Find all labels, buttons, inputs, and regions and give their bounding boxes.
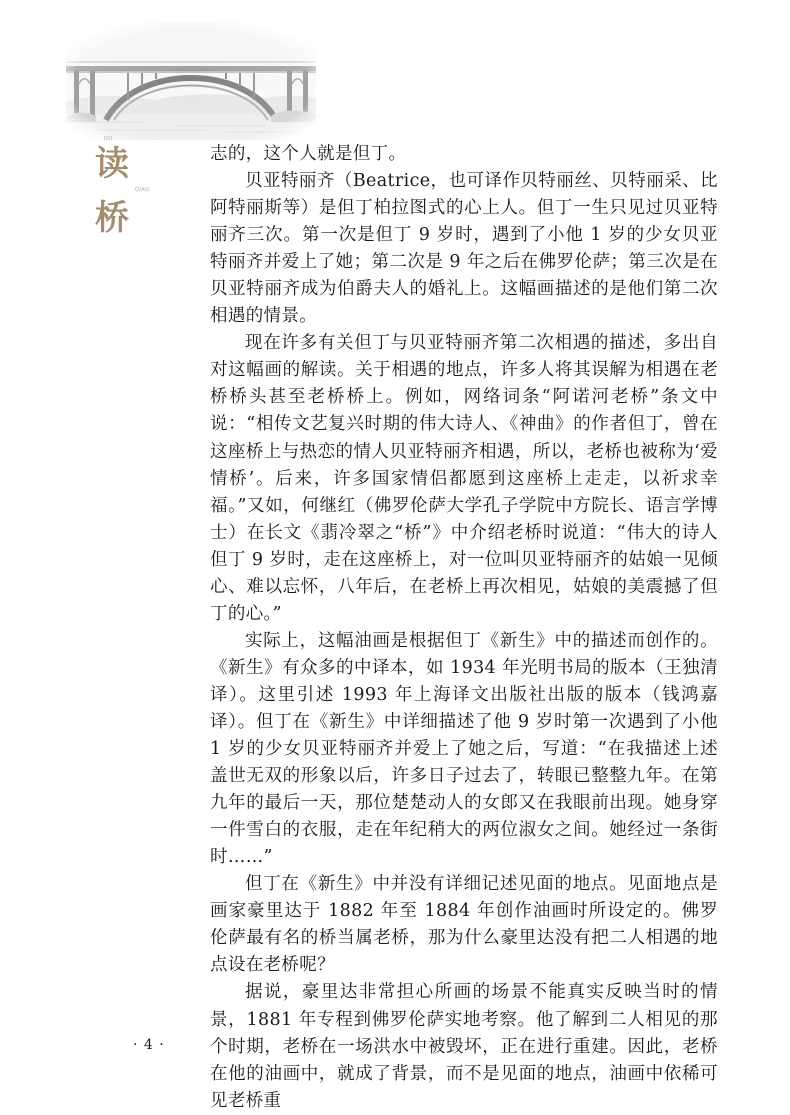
paragraph: 实际上，这幅油画是根据但丁《新生》中的描述而创作的。《新生》有众多的中译本，如 1934 年光明书局的版本（王独清译）。这里引述 1993 年上海译文出版社出版的版本（钱鸿嘉译）。但丁在《新生》中详细描述了他 9 岁时第一次遇到了小他 1 岁的少女贝亚特丽齐并爱上了她之后，写道：“在我描述上述盖世无双的形象以后，许多日子过去了，转眼已整整九年。在第九年的最后一天，那位楚楚动人的女郎又在我眼前出现。她身穿一件雪白的衣服，走在年纪稍大的两位淑女之间。她经过一条街时……”	[210, 630, 718, 868]
paragraph: 现在许多有关但丁与贝亚特丽齐第二次相遇的描述，多出自对这幅画的解读。关于相遇的地点，许多人将其误解为相遇在老桥桥头甚至老桥桥上。例如，网络词条“阿诺河老桥”条文中说：“相传文艺复兴时期的伟大诗人、《神曲》的作者但丁，曾在这座桥上与热恋的情人贝亚特丽齐相遇，所以，老桥也被称为‘爱情桥’。后来，许多国家情侣都愿到这座桥上走走，以祈求幸福。”又如，何继红（佛罗伦萨大学孔子学院中方院长、语言学博士）在长文《翡冷翠之“桥”》中介绍老桥时说道：“伟大的诗人但丁 9 岁时，走在这座桥上，对一位叫贝亚特丽齐的姑娘一见倾心、难以忘怀，八年后，在老桥上再次相见，姑娘的美震撼了但丁的心。”	[210, 333, 718, 624]
paragraph: 贝亚特丽齐（Beatrice，也可译作贝特丽丝、贝特丽采、比阿特丽斯等）是但丁柏拉图式的心上人。但丁一生只见过贝亚特丽齐三次。第一次是但丁 9 岁时，遇到了小他 1 岁的少女贝亚特丽齐并爱上了她；第二次是 9 年之后在佛罗伦萨；第三次是在贝亚特丽齐成为伯爵夫人的婚礼上。这幅画描述的是他们第二次相遇的情景。	[210, 171, 718, 327]
paragraph: 但丁在《新生》中并没有详细记述见面的地点。见面地点是画家豪里达于 1882 年至 1884 年创作油画时所设定的。佛罗伦萨最有名的桥当属老桥，那为什么豪里达没有把二人相遇的地点设在老桥呢？	[210, 874, 718, 976]
paragraph: 据说，豪里达非常担心所画的场景不能真实反映当时的情景，1881 年专程到佛罗伦萨实地考察。他了解到二人相见的那个时期，老桥在一场洪水中被毁坏，正在进行重建。因此，老桥在他的油画中，就成了背景，而不是见面的地点，油画中依稀可见老桥重	[210, 982, 718, 1111]
paragraph: 志的，这个人就是但丁。	[210, 144, 407, 164]
section-char-qiao: 桥	[95, 198, 129, 238]
main-text	[210, 141, 718, 1115]
section-char-du: 读	[95, 144, 129, 184]
section-title-vertical	[92, 136, 150, 250]
bridge-illustration	[66, 22, 316, 140]
section-pinyin-1: DU	[104, 136, 113, 142]
page-number: · 4 ·	[133, 1037, 165, 1053]
section-pinyin-2: QIAO	[135, 187, 150, 193]
